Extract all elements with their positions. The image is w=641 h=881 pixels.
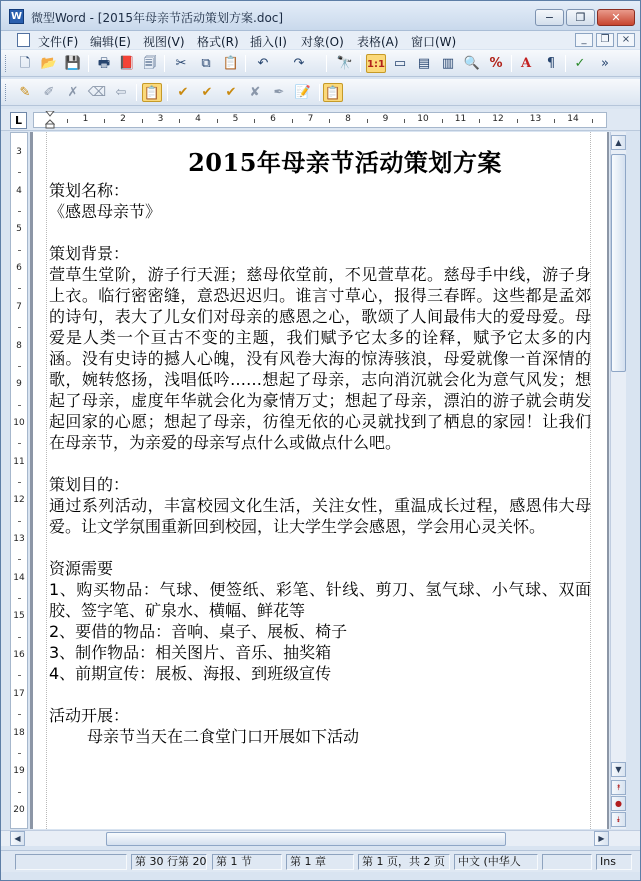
ruler-number: 12 [492,114,504,124]
empty-paragraph [49,684,591,705]
accept-icon[interactable]: ✔ [177,85,189,100]
paste-icon[interactable]: 📋 [222,56,240,71]
menu-table[interactable]: 表格(A) [357,35,399,49]
ruler-tick [329,119,330,123]
next-page-icon[interactable]: ⯯ [611,812,626,827]
ruler-number: 13 [13,534,25,544]
ruler-tick [18,598,21,599]
empty-paragraph [49,222,591,243]
title-bar [1,1,640,31]
scroll-left-button[interactable]: ◀ [10,831,25,846]
menu-bar [1,31,640,49]
menu-insert[interactable]: 插入(I) [250,35,287,49]
ruler-number: 11 [13,456,25,467]
ruler-number: 8 [345,114,351,124]
highlight-icon[interactable]: ✎ [19,85,31,100]
page-width-icon[interactable]: ▭ [393,56,407,71]
doc-restore-button[interactable]: ❐ [596,33,614,47]
review-icon[interactable]: 📝 [294,85,312,100]
open-icon[interactable]: 📂 [40,56,58,71]
status-mode [542,854,592,870]
redo-icon[interactable]: ↷ [293,56,305,71]
ruler-number: 11 [454,114,467,124]
status-language: 中文 (中华人 [454,854,538,870]
ruler-number: 7 [307,114,314,124]
ruler-tick [104,119,105,123]
ruler-number: 15 [13,611,25,622]
ruler-number: 2 [120,114,126,124]
ruler-number: 19 [13,766,25,777]
ruler-tick [67,119,68,123]
zoom-percent-icon[interactable]: % [489,56,503,71]
toolbar-grip[interactable] [5,55,8,72]
ruler-number: 5 [232,114,239,124]
vertical-scrollbar[interactable] [610,132,626,829]
document-content[interactable] [49,146,591,747]
accept-next-icon[interactable]: ✔ [201,85,213,100]
ruler-tick [479,119,480,123]
two-page-icon[interactable]: ▥ [441,56,455,71]
find-icon[interactable]: 🔭 [336,56,354,71]
ruler-tick [592,119,593,123]
paragraph-icon[interactable]: ¶ [546,56,556,71]
paragraph: 母亲节当天在二食堂门口开展如下活动 [87,727,360,746]
reject-icon[interactable]: ✘ [249,85,261,100]
ruler-number: 20 [13,804,25,815]
document-page[interactable] [33,132,607,829]
more-icon[interactable]: » [601,56,609,71]
ruler-number: 9 [382,114,389,124]
ruler-number: 14 [567,114,579,124]
ruler-tick [217,119,218,123]
horizontal-scrollbar[interactable] [1,830,640,846]
ruler-tick [18,521,21,522]
ruler-tick [367,119,368,123]
doc-minimize-button[interactable]: _ [575,33,593,47]
paragraph: 活动开展： [49,706,130,725]
ruler-tick [142,119,143,123]
empty-paragraph [49,537,591,558]
close-button[interactable]: ✕ [597,9,635,26]
ruler-tick [18,211,21,212]
status-section: 第 1 节 [212,854,282,870]
paragraph: 2、要借的物品：音响、桌子、展板、椅子 [49,622,348,641]
ruler-tick [18,482,21,483]
ruler-tick [18,675,21,676]
ruler-tick [18,753,21,754]
ruler-tick [292,119,293,123]
indent-marker-icon[interactable] [45,111,55,129]
status-chapter: 第 1 章 [286,854,354,870]
ruler-tick [18,172,21,173]
scroll-right-button[interactable]: ▶ [594,831,609,846]
erase-icon[interactable]: ⌫ [87,85,107,100]
ruler-number: 18 [13,727,25,738]
clipboard-icon[interactable]: 📋 [142,83,162,102]
vertical-ruler[interactable] [10,132,28,829]
paragraph: 策划背景： [49,244,130,263]
ruler-number: 3 [16,147,22,157]
save-icon[interactable]: 💾 [64,56,82,71]
standard-toolbar [1,50,640,77]
ruler-tick [18,250,21,251]
tab-selector[interactable]: L [10,112,27,129]
document-title: 2015年母亲节活动策划方案 [188,148,502,177]
cut-icon[interactable]: ✂ [175,56,187,71]
status-insert-mode[interactable]: Ins [596,854,632,870]
copy-icon[interactable]: ⧉ [201,56,211,71]
zoom-icon[interactable]: 🔍 [463,56,481,71]
scroll-up-button[interactable]: ▲ [611,135,626,150]
ruler-number: 12 [13,495,25,506]
horizontal-ruler-row [1,109,640,131]
paragraph: 4、前期宣传：展板、海报、到班级宣传 [49,664,332,683]
ruler-number: 13 [529,114,542,124]
ruler-tick [554,119,555,123]
ruler-number: 10 [417,114,429,124]
paragraph: 资源需要 [49,559,114,578]
ruler-tick [18,637,21,638]
prev-page-icon[interactable]: ⯭ [611,780,626,795]
ruler-number: 8 [16,340,22,351]
menu-edit[interactable]: 编辑(E) [90,35,131,49]
ruler-tick [18,792,21,793]
pen-icon[interactable]: ✒ [273,85,285,100]
document-area [30,132,609,829]
ruler-number: 7 [16,301,22,312]
ruler-tick [18,443,21,444]
status-page: 第 1 页，共 2 页 [358,854,450,870]
one-page-icon[interactable]: ▤ [417,56,431,71]
ruler-tick [18,559,21,560]
edit-icon[interactable]: ✐ [43,85,55,100]
doc-close-button[interactable]: × [617,33,635,47]
ruler-number: 9 [16,379,22,390]
menu-view[interactable]: 视图(V) [143,35,185,49]
browse-object-icon[interactable]: ● [611,796,626,811]
ruler-tick [442,119,443,123]
print-icon[interactable]: 🖶 [97,56,111,71]
spellcheck-icon[interactable]: ✓ [574,56,586,71]
ruler-tick [517,119,518,123]
document-icon[interactable] [17,33,30,47]
menu-window[interactable]: 窗口(W) [411,35,457,49]
paragraph: 策划目的： [49,475,130,494]
left-margin-guide [46,132,47,829]
ruler-tick [18,327,21,328]
empty-paragraph [49,453,591,474]
paragraph: 通过系列活动，丰富校园文化生活，关注女性，重温成长过程，感恩伟大母爱。让文学氛围重新回到校园，让大学生学会感恩，学会用心灵关怀。 [49,496,591,536]
ruler-tick [18,366,21,367]
horizontal-scroll-thumb[interactable] [106,832,506,846]
menu-object[interactable]: 对象(O) [301,35,344,49]
print-preview-icon[interactable]: 🗐 [143,56,157,71]
ruler-number: 16 [13,650,25,661]
new-doc-icon[interactable]: 🗋 [19,56,31,71]
horizontal-ruler[interactable] [33,112,607,128]
track-changes-icon[interactable]: 📋 [323,83,343,102]
ruler-number: 6 [270,114,276,124]
window-title: 微型Word - [2015年母亲节活动策划方案.doc] [31,11,284,25]
actual-size-icon[interactable]: 1:1 [366,54,386,73]
undo-icon[interactable]: ↶ [257,56,269,71]
ruler-tick [18,714,21,715]
ruler-number: 3 [157,114,164,124]
ruler-tick [18,288,21,289]
menu-format[interactable]: 格式(R) [197,35,239,49]
paragraph: 策划名称： [49,181,130,200]
word-app-icon: W [10,11,23,22]
accept-all-icon[interactable]: ✔ [225,85,237,100]
paragraph: 《感恩母亲节》 [49,202,162,221]
status-position: 第 30 行第 20 [131,854,207,870]
restore-button[interactable]: ❐ [566,9,595,26]
status-bar [1,850,640,872]
reply-icon[interactable]: ⇦ [115,85,127,100]
ruler-number: 6 [16,263,22,274]
status-blank [15,854,127,870]
ruler-number: 10 [13,417,25,428]
toolbar-grip[interactable] [5,84,8,101]
review-toolbar [1,79,640,106]
pdf-icon[interactable]: 📕 [118,56,136,71]
ruler-number: 1 [82,114,89,124]
ruler-number: 17 [13,688,25,699]
ruler-tick [404,119,405,123]
delete-mark-icon[interactable]: ✗ [67,85,79,100]
ruler-number: 5 [16,224,22,235]
minimize-button[interactable]: − [535,9,564,26]
ruler-tick [179,119,180,123]
ruler-number: 14 [13,572,25,583]
menu-file[interactable]: 文件(F) [38,35,79,49]
ruler-number: 4 [195,114,201,124]
paragraph: 1、购买物品：气球、便签纸、彩笔、针线、剪刀、氢气球、小气球、双面胶、签字笔、矿泉水、横幅、鲜花等 [49,580,591,620]
ruler-tick [254,119,255,123]
font-icon[interactable]: A [520,56,532,71]
vertical-scroll-thumb[interactable] [611,154,626,372]
ruler-tick [18,405,21,406]
paragraph: 萱草生堂阶，游子行天涯；慈母依堂前，不见萱草花。慈母手中线，游子身上衣。临行密密缝，意恐迟迟归。谁言寸草心，报得三春晖。这些都是孟郊的诗句，表大了儿女们对母亲的感恩之心，歌颂了人间最伟大的爱母爱。母爱是人类一个亘古不变的主题，我们赋予它太多的诠释，赋予它太多的内涵。没有史诗的撼人心魄，没有风卷大海的惊涛骇浪，母爱就像一首深情的歌，婉转悠扬，浅唱低吟……想起了母亲，志向消沉就会化为意气风发；想起了母亲，虚度年华就会化为豪情万丈；想起了母亲，漂泊的游子就会萌发起回家的心愿；想起了母亲，彷徨无依的心灵就找到了栖息的家园！让我们在母亲节，为亲爱的母亲写点什么或做点什么吧。 [49,265,591,452]
scroll-down-button[interactable]: ▼ [611,762,626,777]
ruler-number: 4 [16,185,22,196]
paragraph: 3、制作物品：相关图片、音乐、抽奖箱 [49,643,332,662]
